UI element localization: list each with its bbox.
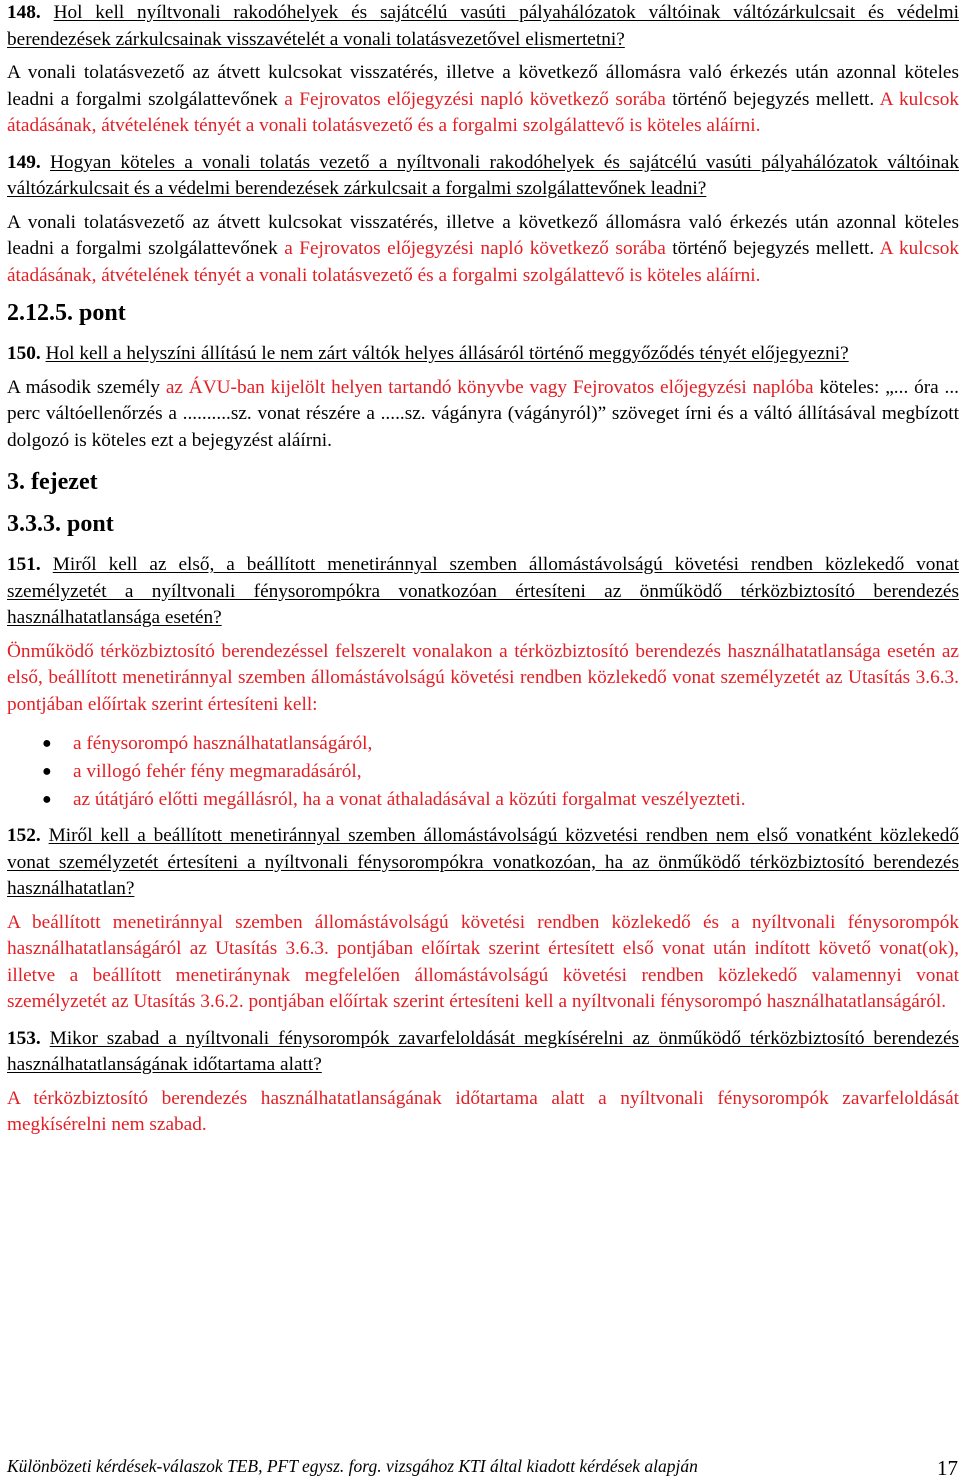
question-150	[7, 341, 959, 368]
answer-highlight: az ÁVU-ban kijelölt helyen tartandó könyvbe vagy Fejrovatos előjegyzési naplóba	[165, 376, 814, 398]
answer-text: A második személy	[7, 376, 166, 398]
question-number: 153.	[7, 1027, 41, 1049]
question-152	[7, 823, 959, 903]
answer-highlight: A kulcsok átadásának, átvételének tényét a vonali tolatásvezető és a forgalmi szolgálattevő is köteles aláírni.	[7, 238, 959, 286]
question-text: Hogyan köteles a vonali tolatás vezető a nyíltvonali rakodóhelyek és sajátcélú vasúti pályahálózatok váltóinak váltózárkulcsait és a védelmi berendezések zárkulcsait a forgalmi szolgálattevőnek leadni?	[7, 151, 959, 199]
question-text: Hol kell a helyszíni állítású le nem zárt váltók helyes állásáról történő meggyőződés tényét előjegyezni?	[45, 343, 849, 364]
bullet-icon: ●	[42, 735, 52, 752]
list-item: ● a fénysorompó használhatatlanságáról,	[7, 730, 959, 758]
answer-text: történő bejegyzés mellett.	[665, 88, 880, 110]
answer-151: Önműködő térközbiztosító berendezéssel felszerelt vonalakon a térközbiztosító berendezés használhatatlansága esetén az első, beállított menetiránnyal szemben állomástávolságú követési rendben közlekedő vonat személyzetét az Utasítás 3.6.3. pontjában előírtak szerint értesíteni kell:	[7, 640, 959, 715]
question-number: 148.	[7, 2, 41, 23]
answer-text: történő bejegyzés mellett.	[665, 238, 880, 259]
section-heading: 3.3.3. pont	[7, 511, 114, 537]
question-number: 149.	[7, 151, 41, 173]
answer-152: A beállított menetiránnyal szemben állomástávolságú követési rendben közlekedő és a nyíltvonali fénysorompók használhatatlanságáról az Utasítás 3.6.3. pontjában előírtak szerint értesített első vonat után indított követő vonat(ok), illetve a beállított menetiránynak megfelelően állomástávolságú követési rendben közlekedő valamennyi vonat személyzetét az Utasítás 3.6.2. pontjában előírtak szerint értesíteni kell a nyíltvonali fénysorompó használhatatlanságáról.	[7, 911, 959, 1012]
answer-list	[7, 730, 959, 814]
answer-highlight: A kulcsok átadásának, átvételének tényét a vonali tolatásvezető és a forgalmi szolgálattevő is köteles aláírni.	[7, 88, 959, 136]
answer-148	[7, 60, 959, 140]
question-number: 151.	[7, 554, 41, 575]
answer-text: köteles: „... óra ... perc váltóellenőrzés a ..........sz. vonat részére a .....sz. vágányra (vágányról)” szöveget írni és a váltó állításával megbízott dolgozó is köteles ezt a bejegyzést aláírni.	[7, 376, 959, 451]
question-text: Mikor szabad a nyíltvonali fénysorompók zavarfeloldását megkísérelni az önműködő térközbiztosító berendezés használhatatlanságának időtartama alatt?	[7, 1027, 959, 1075]
section-heading: 2.12.5. pont	[7, 300, 126, 326]
question-151	[7, 552, 959, 632]
question-text: Miről kell az első, a beállított menetiránnyal szemben állomástávolságú követési rendben közlekedő vonat személyzetét a nyíltvonali fénysorompókra vonatkozóan értesíteni az önműködő térközbiztosító berendezés használhatatlansága esetén?	[7, 554, 959, 628]
chapter-heading: 3. fejezet	[7, 469, 98, 495]
answer-150	[7, 375, 959, 455]
bullet-icon: ●	[42, 791, 52, 808]
answer-highlight: a Fejrovatos előjegyzési napló következő sorába	[284, 88, 666, 110]
list-item: ● a villogó fehér fény megmaradásáról,	[7, 758, 959, 786]
question-number: 152.	[7, 825, 41, 846]
question-text: Miről kell a beállított menetiránnyal szemben állomástávolságú közvetési rendben nem első vonatként közlekedő vonat személyzetét értesíteni a nyíltvonali fénysorompókra vonatkozóan, ha az önműködő térközbiztosító berendezés használhatatlan?	[7, 825, 959, 899]
answer-text: A vonali tolatásvezető az átvett kulcsokat visszatérés, illetve a következő állomásra való érkezés után azonnal köteles leadni a forgalmi szolgálattevőnek	[7, 211, 959, 259]
question-153	[7, 1026, 959, 1079]
answer-153: A térközbiztosító berendezés használhatatlanságának időtartama alatt a nyíltvonali fénysorompók zavarfeloldását megkísérelni nem szabad.	[7, 1087, 959, 1135]
footer-text: Különbözeti kérdések-válaszok TEB, PFT egysz. forg. vizsgához KTI által kiadott kérdések alapján	[7, 1456, 698, 1476]
answer-text: A vonali tolatásvezető az átvett kulcsokat visszatérés, illetve a következő állomásra való érkezés után azonnal köteles leadni a forgalmi szolgálattevőnek	[7, 62, 959, 110]
page-footer	[7, 1456, 958, 1480]
page-number: 17	[937, 1456, 958, 1480]
question-148	[7, 0, 959, 53]
document-page	[7, 0, 959, 1149]
bullet-icon: ●	[42, 763, 52, 780]
answer-highlight: a Fejrovatos előjegyzési napló következő sorába	[284, 238, 666, 259]
answer-149	[7, 210, 959, 290]
question-number: 150.	[7, 343, 41, 364]
question-text: Hol kell nyíltvonali rakodóhelyek és sajátcélú vasúti pályahálózatok váltóinak váltózárkulcsait és védelmi berendezések zárkulcsainak visszavételét a vonali tolatásvezetővel elismertetni?	[7, 2, 959, 50]
question-149	[7, 150, 959, 203]
list-item: ● az útátjáró előtti megállásról, ha a vonat áthaladásával a közúti forgalmat veszélyezteti.	[7, 786, 959, 814]
